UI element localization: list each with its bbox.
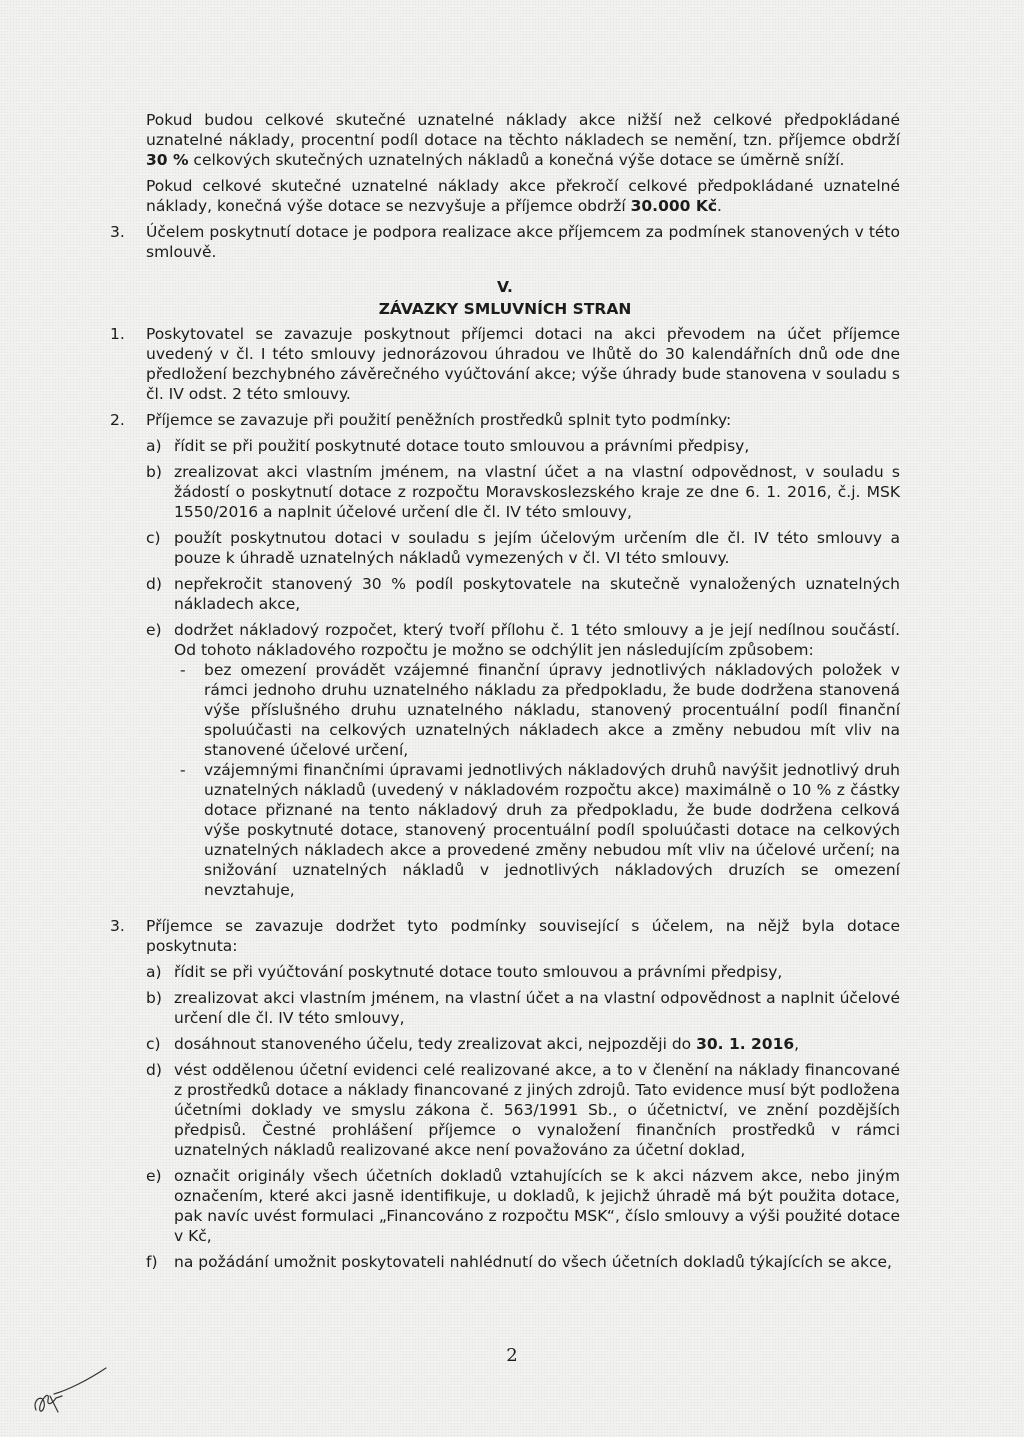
dash-item (174, 660, 900, 760)
sub-letter: d) (146, 575, 162, 593)
signature-initials-icon (28, 1360, 108, 1420)
percent-highlight: 30 % (146, 151, 189, 169)
item-text: Příjemce se zavazuje dodržet tyto podmínky související s účelem, na nějž byla dotace poskytnuta: (146, 917, 900, 955)
item-3-sub-b (146, 988, 900, 1028)
text: . (717, 197, 722, 215)
item-3-sub-a (146, 962, 900, 982)
section-title: ZÁVAZKY SMLUVNÍCH STRAN (378, 300, 632, 318)
item-1 (110, 324, 900, 404)
sub-text: nepřekročit stanovený 30 % podíl poskytovatele na skutečně vynaložených uznatelných nákladech akce, (174, 575, 900, 613)
text: celkových skutečných uznatelných nákladů a konečná výše dotace se úměrně sníží. (188, 151, 845, 169)
item-number: 1. (110, 325, 125, 343)
intro-item-3 (110, 222, 900, 262)
item-3-sub-c (146, 1034, 900, 1054)
sub-text: dodržet nákladový rozpočet, který tvoří přílohu č. 1 této smlouvy a je její nedílnou součástí. Od tohoto nákladového rozpočtu je možno se odchýlit jen následujícím způsobem: (174, 621, 900, 659)
dash-text: vzájemnými finančními úpravami jednotlivých nákladových druhů navýšit jednotlivý druh uznatelných nákladů (uvedený v nákladovém rozpočtu akce) maximálně o 10 % z částky dotace přiznané na tento nákladový druh za předpokladu, že bude dodržena celková výše poskytnuté dotace, stanovený procentuální podíl spoluúčasti dotace na celkových uznatelných nákladech akce a provedené změny nebudou mít vliv na účelové určení; na snižování uznatelných nákladů v jednotlivých nákladových druzích se omezení nevztahuje, (204, 761, 900, 899)
sub-text: řídit se při vyúčtování poskytnuté dotace touto smlouvou a právními předpisy, (174, 963, 783, 981)
dash-text: bez omezení provádět vzájemné finanční úpravy jednotlivých nákladových položek v rámci jednoho druhu uznatelného nákladu za předpokladu, že bude dodržena stanovená výše příslušného druhu uznatelného nákladu, stanovený procentuální podíl finanční spoluúčasti na celkových uznatelných nákladech akce a změny nebudou mít vliv na stanovené účelové určení, (204, 661, 900, 759)
item-text: Účelem poskytnutí dotace je podpora realizace akce příjemcem za podmínek stanovených v této smlouvě. (146, 223, 900, 261)
sub-text: na požádání umožnit poskytovateli nahlédnutí do všech účetních dokladů týkajících se akce, (174, 1253, 892, 1271)
item-number: 3. (110, 917, 125, 935)
sub-letter: e) (146, 621, 162, 639)
item-text: Poskytovatel se zavazuje poskytnout příjemci dotaci na akci převodem na účet příjemce uvedený v čl. I této smlouvy jednorázovou úhradou ve lhůtě do 30 kalendářních dnů ode dne předložení bezchybného závěrečného vyúčtování akce; výše úhrady bude stanovena v souladu s čl. IV odst. 2 této smlouvy. (146, 325, 900, 403)
sub-letter: d) (146, 1061, 162, 1079)
text: Pokud celkové skutečné uznatelné náklady akce překročí celkové předpokládané uznatelné náklady, konečná výše dotace se nezvyšuje a příjemce obdrží (146, 177, 900, 215)
item-2-sub-c (146, 528, 900, 568)
item-3-sub-e (146, 1166, 900, 1246)
sub-text: zrealizovat akci vlastním jménem, na vlastní účet a na vlastní odpovědnost, v souladu s žádostí o poskytnutí dotace z rozpočtu Moravskoslezského kraje ze dne 6. 1. 2016, č.j. MSK 1550/2016 a naplnit účelové určení dle čl. IV této smlouvy, (174, 463, 900, 521)
sub-letter: c) (146, 529, 161, 547)
sub-letter: a) (146, 437, 162, 455)
dash-mark: - (180, 661, 186, 679)
dash-mark: - (180, 761, 186, 779)
item-2-sub-e (146, 620, 900, 900)
sub-letter: b) (146, 989, 162, 1007)
section-number: V. (497, 278, 513, 296)
sub-text: řídit se při použití poskytnuté dotace touto smlouvou a právními předpisy, (174, 437, 750, 455)
sub-letter: a) (146, 963, 162, 981)
sub-text: vést oddělenou účetní evidenci celé realizované akce, a to v členění na náklady financované z prostředků dotace a náklady financované z jiných zdrojů. Tato evidence musí být podložena účetními doklady ve smyslu zákona č. 563/1991 Sb., o účetnictví, ve znění pozdějších předpisů. Čestné prohlášení příjemce o vynaložení finančních prostředků v rámci uznatelných nákladů realizované akce není považováno za účetní doklad, (174, 1061, 900, 1159)
sub-text (174, 1034, 900, 1054)
item-number: 2. (110, 411, 125, 429)
sub-letter: f) (146, 1253, 158, 1271)
sub-text: označit originály všech účetních dokladů vztahujících se k akci názvem akce, nebo jiným označením, které akci jasně identifikuje, u dokladů, k jejichž úhradě má být použita dotace, pak navíc uvést formulaci „Financováno z rozpočtu MSK“, číslo smlouvy a výši použité dotace v Kč, (174, 1167, 900, 1245)
item-2-sub-a (146, 436, 900, 456)
sub-text: použít poskytnutou dotaci v souladu s jejím účelovým určením dle čl. IV této smlouvy a pouze k úhradě uznatelných nákladů vymezených v čl. VI této smlouvy. (174, 529, 900, 567)
section-heading (110, 276, 900, 320)
sub-text-group (174, 620, 900, 900)
item-2-sub-b (146, 462, 900, 522)
item-2 (110, 410, 900, 430)
item-2-sub-d (146, 574, 900, 614)
sub-letter: b) (146, 463, 162, 481)
sub-letter: c) (146, 1035, 161, 1053)
sub-text: zrealizovat akci vlastním jménem, na vlastní účet a na vlastní odpovědnost a naplnit účelové určení dle čl. IV této smlouvy, (174, 989, 900, 1027)
item-number: 3. (110, 223, 125, 241)
text: Pokud budou celkové skutečné uznatelné náklady akce nižší než celkové předpokládané uznatelné náklady, procentní podíl dotace na těchto nákladech se nemění, tzn. příjemce obdrží (146, 111, 900, 149)
paragraph-higher-costs (146, 176, 900, 216)
dash-item (174, 760, 900, 900)
sub-letter: e) (146, 1167, 162, 1185)
item-3-sub-f (146, 1252, 900, 1272)
page-number: 2 (506, 1345, 518, 1366)
item-3 (110, 916, 900, 956)
item-text: Příjemce se zavazuje při použití peněžních prostředků splnit tyto podmínky: (146, 411, 732, 429)
amount-highlight: 30.000 Kč (630, 197, 718, 215)
deadline-date: 30. 1. 2016 (696, 1035, 795, 1053)
text: , (794, 1035, 800, 1053)
text: dosáhnout stanoveného účelu, tedy zrealizovat akci, nejpozději do (174, 1035, 697, 1053)
paragraph-lower-costs (146, 110, 900, 170)
item-3-sub-d (146, 1060, 900, 1160)
document-body (110, 110, 900, 1278)
